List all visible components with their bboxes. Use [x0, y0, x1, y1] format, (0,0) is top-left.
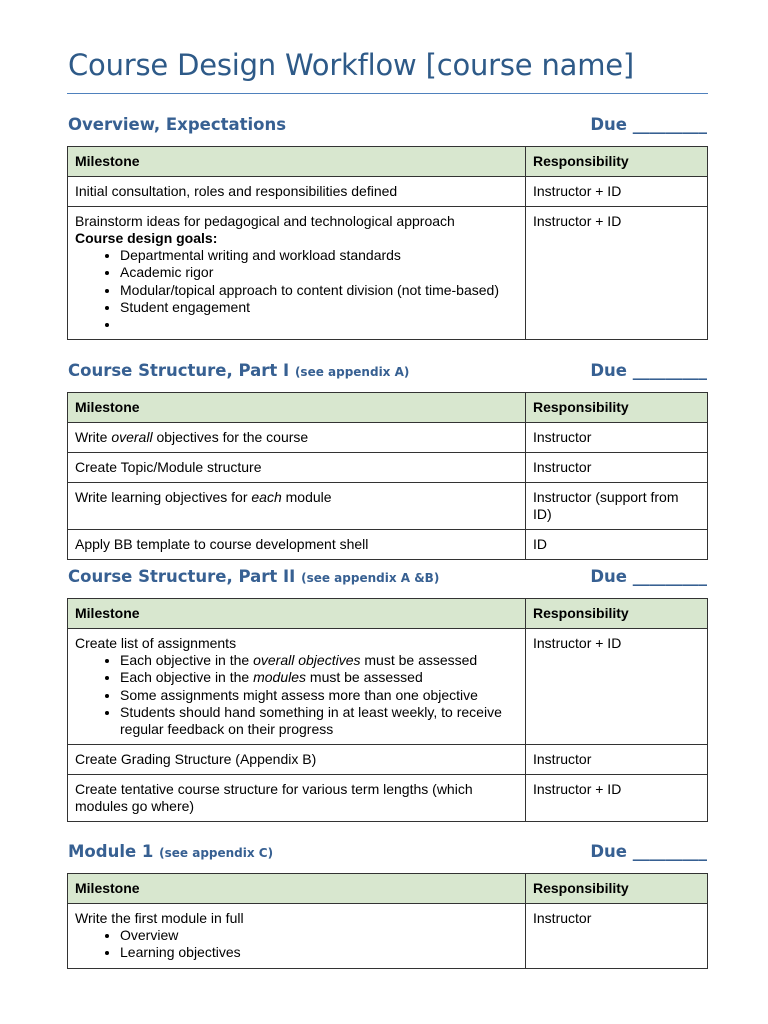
responsibility-header: Responsibility	[526, 874, 708, 904]
responsibility-header: Responsibility	[526, 599, 708, 629]
appendix-ref: (see appendix A &B)	[301, 571, 440, 585]
responsibility-cell: Instructor (support from ID)	[526, 483, 708, 530]
milestone-text: Create list of assignments	[75, 635, 237, 651]
milestone-cell: Create tentative course structure for various term lengths (which modules go where)	[68, 775, 526, 822]
emphasis-text: each	[251, 489, 282, 505]
milestone-cell: Apply BB template to course development shell	[68, 530, 526, 560]
list-item: • Learning objectives	[120, 944, 518, 961]
table-row	[68, 904, 708, 969]
section-title-text: Module 1	[68, 842, 154, 861]
section-title	[68, 842, 273, 861]
responsibility-header: Responsibility	[526, 147, 708, 177]
milestone-header: Milestone	[68, 599, 526, 629]
milestone-cell	[68, 423, 526, 453]
responsibility-cell: Instructor + ID	[526, 207, 708, 340]
milestone-header: Milestone	[68, 393, 526, 423]
section-title-text: Course Structure, Part II	[68, 567, 296, 586]
list-item: • Overview	[120, 927, 518, 944]
milestone-cell	[68, 904, 526, 969]
list-item: • Departmental writing and workload standards	[120, 247, 518, 264]
milestone-table	[67, 598, 708, 822]
due-label: Due _________	[590, 115, 707, 134]
section-overview	[67, 115, 708, 340]
milestone-table	[67, 392, 708, 560]
responsibility-cell: Instructor + ID	[526, 629, 708, 745]
list-item	[120, 687, 518, 704]
responsibility-cell: Instructor	[526, 423, 708, 453]
milestone-text: Write the first module in full	[75, 910, 244, 926]
responsibility-cell: Instructor	[526, 453, 708, 483]
table-row	[68, 423, 708, 453]
table-header-row	[68, 599, 708, 629]
milestone-table	[67, 873, 708, 969]
responsibility-header: Responsibility	[526, 393, 708, 423]
table-header-row	[68, 147, 708, 177]
milestone-header: Milestone	[68, 874, 526, 904]
section-module-1	[67, 842, 708, 969]
table-row	[68, 207, 708, 340]
appendix-ref: (see appendix A)	[294, 365, 410, 379]
milestone-header: Milestone	[68, 147, 526, 177]
list-item: • Modular/topical approach to content division (not time-based)	[120, 282, 518, 299]
table-row	[68, 177, 708, 207]
table-row	[68, 775, 708, 822]
text-segment: module	[281, 489, 332, 505]
text-segment: objectives for the course	[152, 429, 309, 445]
section-title	[68, 115, 286, 134]
appendix-ref: (see appendix C)	[159, 846, 274, 860]
table-row	[68, 530, 708, 560]
list-item	[120, 704, 518, 739]
responsibility-cell: Instructor	[526, 745, 708, 775]
section-title-text: Overview, Expectations	[68, 115, 287, 134]
title-divider	[67, 93, 708, 94]
list-item	[120, 652, 518, 669]
goals-list	[75, 247, 518, 333]
section-header	[67, 361, 708, 385]
table-row	[68, 745, 708, 775]
assignments-list	[75, 652, 518, 738]
milestone-cell: Create Grading Structure (Appendix B)	[68, 745, 526, 775]
list-item	[120, 669, 518, 686]
section-course-structure-2	[67, 567, 708, 822]
section-header	[67, 567, 708, 591]
text-segment: Each objective in the	[120, 652, 254, 668]
due-label: Due _________	[590, 361, 707, 380]
section-course-structure-1	[67, 361, 708, 560]
table-header-row	[68, 874, 708, 904]
goals-heading: Course design goals:	[75, 230, 218, 246]
section-header	[67, 115, 708, 139]
table-row	[68, 629, 708, 745]
milestone-cell: Create Topic/Module structure	[68, 453, 526, 483]
milestone-cell	[68, 483, 526, 530]
milestone-cell: Initial consultation, roles and responsibilities defined	[68, 177, 526, 207]
responsibility-cell: Instructor + ID	[526, 775, 708, 822]
section-title	[68, 361, 409, 380]
table-header-row	[68, 393, 708, 423]
section-title	[68, 567, 439, 586]
page-title: Course Design Workflow [course name]	[68, 48, 635, 82]
section-title-text: Course Structure, Part I	[68, 361, 290, 380]
module-list	[75, 927, 518, 962]
section-header	[67, 842, 708, 866]
list-item: • Academic rigor	[120, 264, 518, 281]
text-segment: Students should hand something in at least weekly, to receive regular feedback on their progress	[120, 703, 502, 738]
due-label: Due _________	[590, 567, 707, 586]
responsibility-cell: Instructor	[526, 904, 708, 969]
emphasis-text: overall objectives	[253, 652, 361, 668]
text-segment: Write learning objectives for	[75, 489, 252, 505]
emphasis-text: modules	[253, 669, 307, 686]
milestone-table	[67, 146, 708, 340]
emphasis-text: overall	[111, 429, 153, 445]
milestone-cell	[68, 207, 526, 340]
responsibility-cell: Instructor + ID	[526, 177, 708, 207]
text-segment: Each objective in the	[120, 669, 254, 686]
text-segment: Write	[75, 429, 112, 445]
list-item: • Student engagement	[120, 299, 518, 316]
table-row	[68, 483, 708, 530]
text-segment: must be assessed	[306, 669, 423, 686]
table-row	[68, 453, 708, 483]
text-segment: Some assignments might assess more than one objective	[120, 686, 478, 703]
due-label: Due _________	[590, 842, 707, 861]
milestone-cell	[68, 629, 526, 745]
list-item	[120, 316, 518, 333]
responsibility-cell: ID	[526, 530, 708, 560]
text-segment: must be assessed	[360, 652, 478, 668]
milestone-text: Brainstorm ideas for pedagogical and technological approach	[75, 213, 455, 229]
